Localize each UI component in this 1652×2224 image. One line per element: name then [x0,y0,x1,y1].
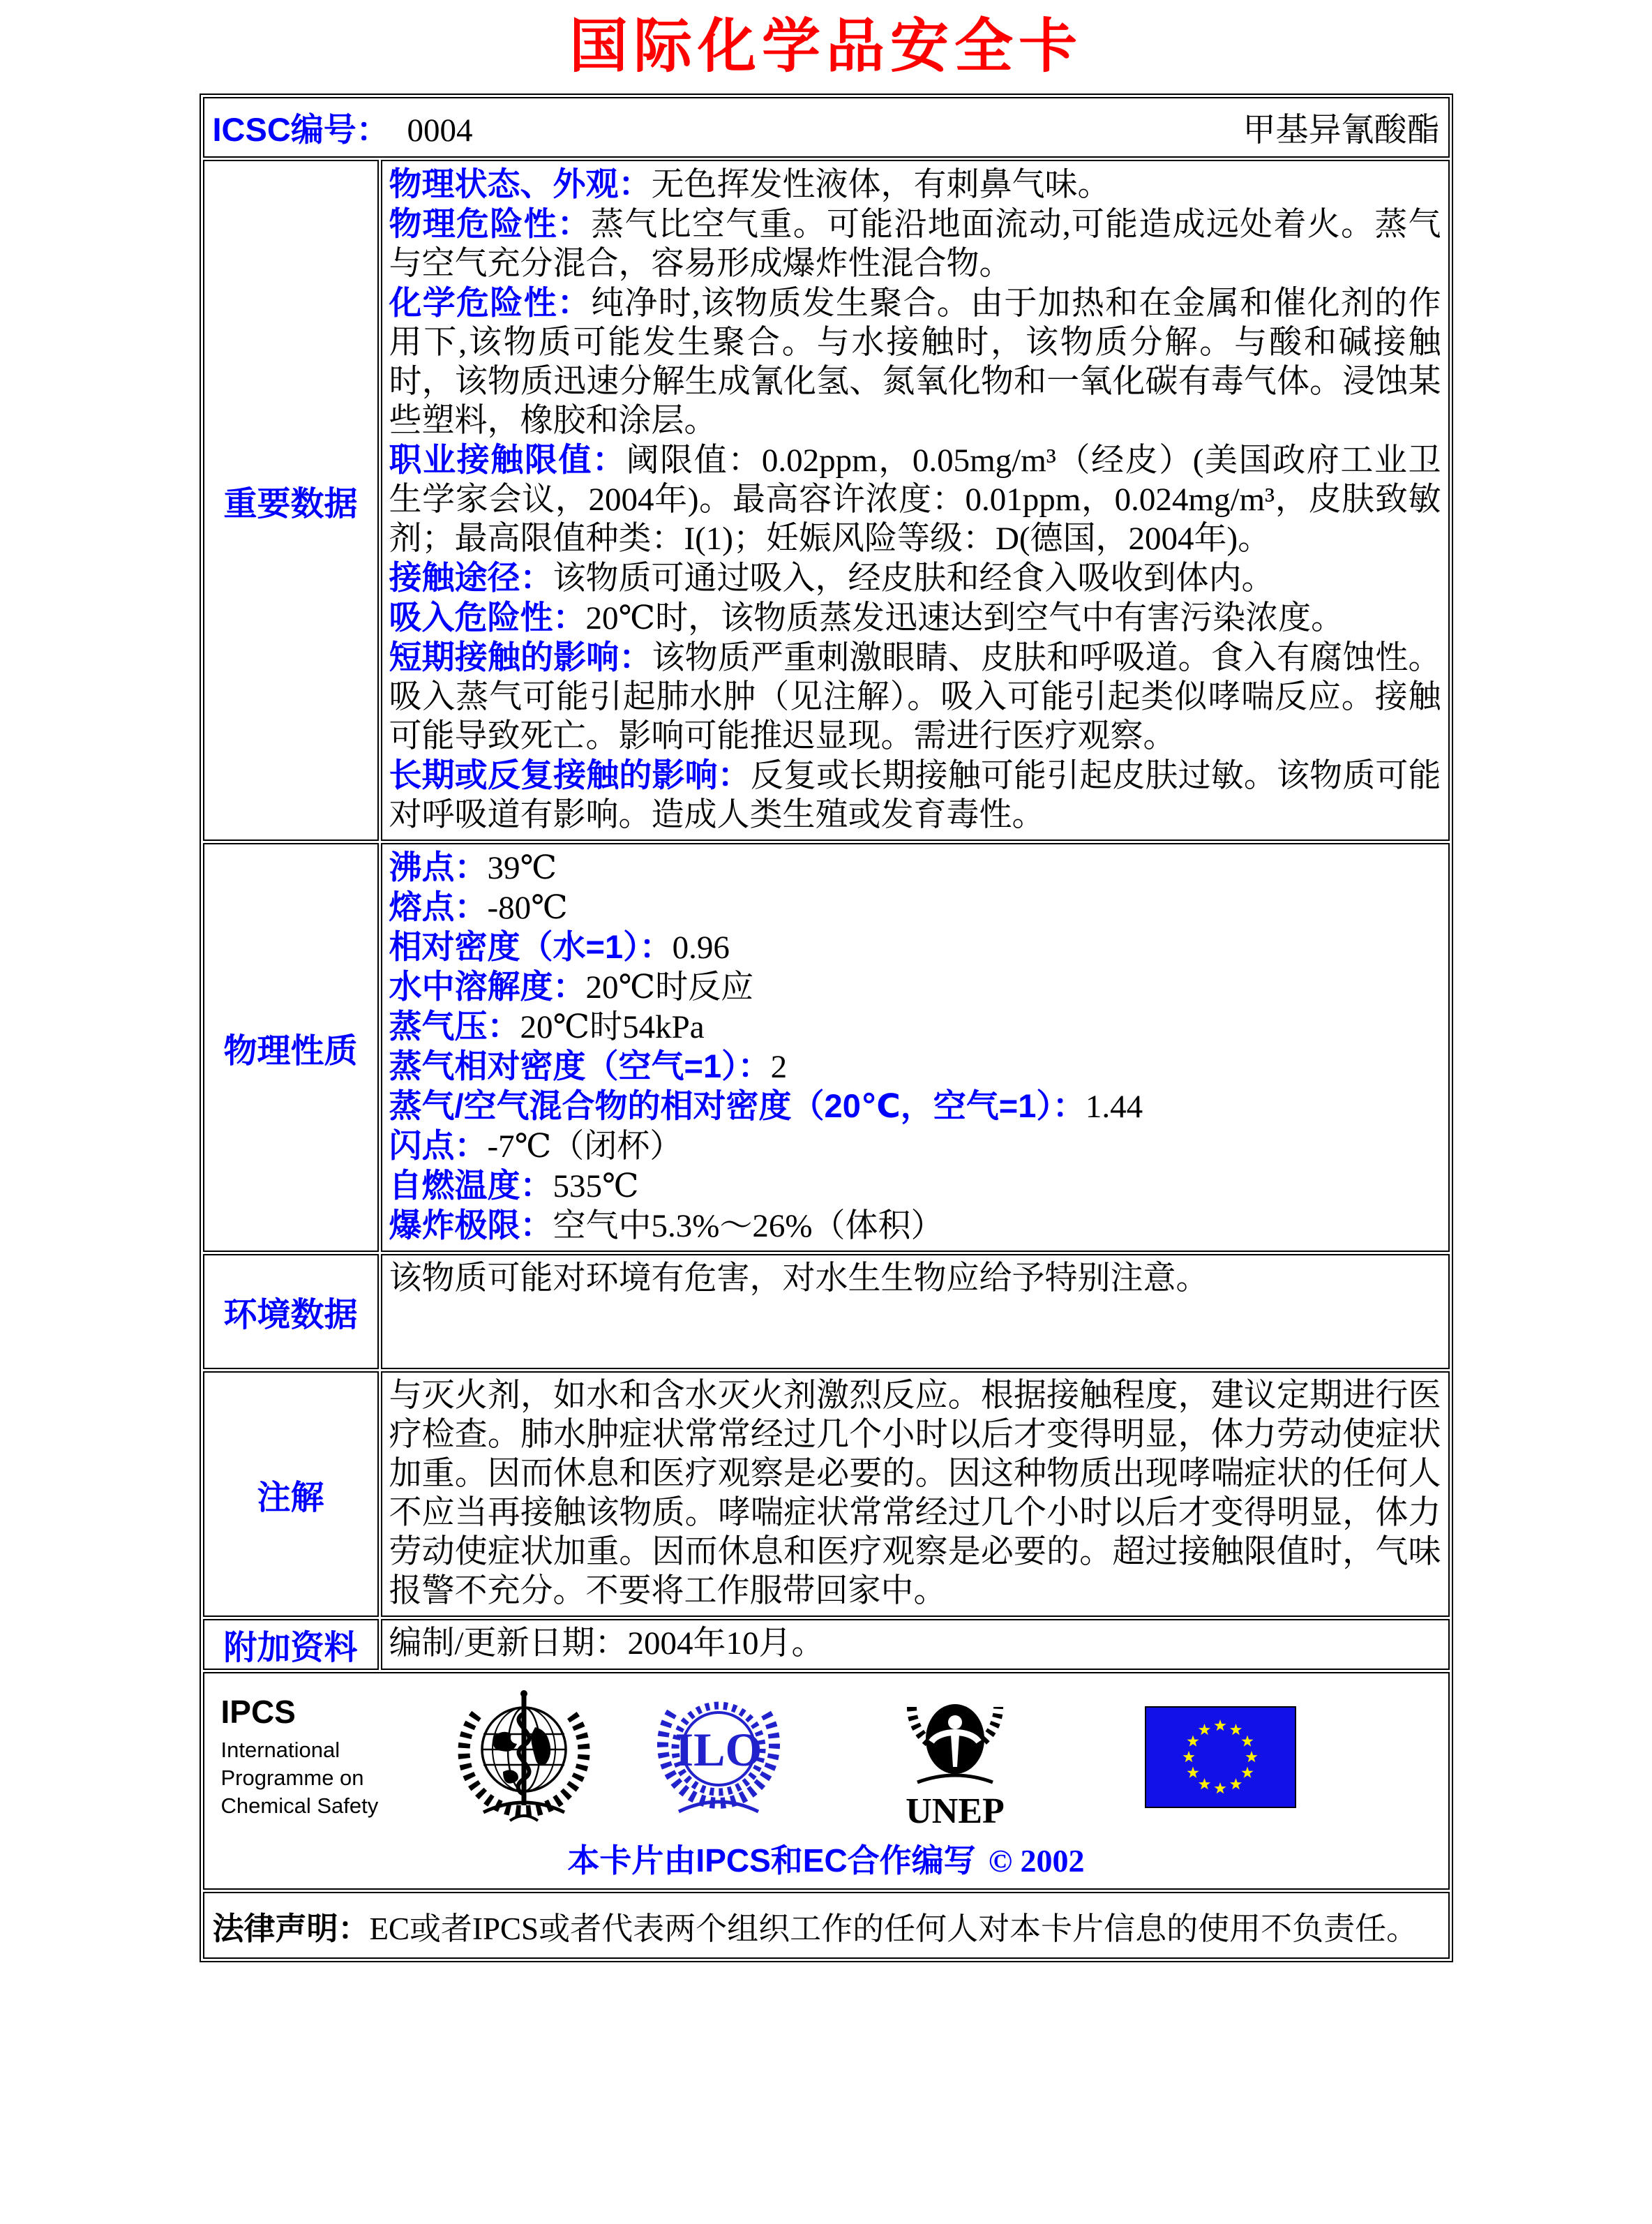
substance-name: 甲基异氰酸酯 [1242,112,1440,149]
item-text: -7℃（闭杯） [487,1128,683,1165]
item-text: 39℃ [487,850,557,887]
physical-item [389,927,1441,967]
caption-text: 本卡片由IPCS和EC合作编写 [567,1842,976,1879]
important-data-row [203,160,1450,841]
item-text: 无色挥发性液体，有刺鼻气味。 [651,167,1111,204]
additional-info-content [381,1619,1450,1670]
important-item [389,204,1441,283]
notes-text: 与灭火剂，如水和含水灭火剂激烈反应。根据接触程度，建议定期进行医疗检查。肺水肿症状常常经过几个小时以后才变得明显，体力劳动使症状加重。因而休息和医疗观察是必要的。因这种物质出现哮喘症状的任何人不应当再接触该物质。哮喘症状常常经过几个小时以后才变得明显，体力劳动使症状加重。因而休息和医疗观察是必要的。超过接触限值时，气味报警不充分。不要将工作服带回家中。 [389,1378,1441,1610]
item-label: 沸点： [389,849,488,886]
who-logo-icon [457,1688,591,1826]
important-item [389,165,1441,204]
physical-item [389,1166,1441,1206]
page-title: 国际化学品安全卡 [569,15,1083,80]
item-label: 相对密度（水=1）： [389,928,673,966]
item-text: 20℃时，该物质蒸发迅速达到空气中有害污染浓度。 [585,600,1344,637]
header-cell [203,97,1450,158]
item-text: 该物质严重刺激眼睛、皮肤和呼吸道。食入有腐蚀性。吸入蒸气可能引起肺水肿（见注解）。吸入可能引起类似哮喘反应。接触可能导致死亡。影响可能推迟显现。需进行医疗观察。 [389,640,1441,755]
section-label-important-data: 重要数据 [203,160,379,841]
item-label: 蒸气/空气混合物的相对密度（20℃，空气=1）： [389,1087,1086,1125]
item-text: 1.44 [1085,1089,1143,1126]
header-row [203,97,1450,158]
unep-logo-icon [899,1686,1011,1828]
ipcs-subtitle-line: International [220,1738,340,1763]
item-text: 纯净时,该物质发生聚合。由于加热和在金属和催化剂的作用下,该物质可能发生聚合。与水接触时，该物质分解。与酸和碱接触时，该物质迅速分解生成氰化氢、氮氧化物和一氧化碳有毒气体。浸蚀某些塑料，橡胶和涂层。 [389,285,1441,440]
physical-item [389,848,1441,888]
item-text: 20℃时54kPa [520,1009,705,1046]
additional-info-text: 编制/更新日期：2004年10月。 [389,1625,825,1662]
icsc-number-label: ICSC编号： [212,111,389,149]
physical-item [389,1206,1441,1246]
logos-cell [203,1672,1450,1890]
ilo-logo-icon [655,1685,782,1830]
environmental-data-row [203,1254,1450,1369]
notes-content [381,1371,1450,1617]
item-text: 空气中5.3%～26%（体积） [553,1208,944,1245]
unep-wordmark: UNEP [905,1791,1005,1829]
item-label: 蒸气压： [389,1008,520,1045]
item-label: 物理危险性： [389,205,592,243]
item-label: 物理状态、外观： [389,165,652,203]
physical-item [389,967,1441,1007]
ilo-letters: ILO [675,1723,762,1777]
important-item [389,440,1441,558]
item-text: 阈限值：0.02ppm，0.05mg/m³（经皮）(美国政府工业卫生学家会议，2004年)。最高容许浓度：0.01ppm，0.024mg/m³，皮肤致敏剂；最高限值种类：I(1)；妊娠风险等级：D(德国，2004年)。 [389,442,1441,558]
section-label-notes: 注解 [203,1371,379,1617]
logos-row [203,1672,1450,1890]
physical-properties-row [203,843,1450,1252]
item-label: 化学危险性： [389,284,592,322]
logo-strip [211,1683,1441,1831]
legal-cell [203,1892,1450,1959]
important-data-content [381,160,1450,841]
physical-item [389,1126,1441,1166]
section-label-environmental-data: 环境数据 [203,1254,379,1369]
item-text: 2 [770,1049,788,1086]
legal-label: 法律声明： [212,1910,370,1946]
item-label: 长期或反复接触的影响： [389,756,751,794]
item-label: 熔点： [389,888,488,926]
ipcs-subtitle-line: Chemical Safety [220,1793,379,1819]
eu-flag-icon [1145,1706,1296,1808]
item-text: 该物质可通过吸入，经皮肤和经食入吸收到体内。 [553,560,1275,597]
item-label: 爆炸极限： [389,1207,553,1244]
item-label: 短期接触的影响： [389,639,652,676]
important-item [389,598,1441,638]
important-item [389,283,1441,440]
physical-item [389,888,1441,927]
legal-text: EC或者IPCS或者代表两个组织工作的任何人对本卡片信息的使用不负责任。 [369,1911,1418,1946]
item-text: 535℃ [553,1168,639,1205]
section-label-additional-info: 附加资料 [203,1619,379,1670]
item-label: 蒸气相对密度（空气=1）： [389,1047,771,1085]
item-text: 0.96 [672,930,730,967]
item-label: 接触途径： [389,559,553,597]
additional-info-row [203,1619,1450,1670]
copyright-text: © 2002 [988,1843,1085,1879]
environmental-data-content [381,1254,1450,1369]
item-label: 自燃温度： [389,1167,553,1204]
item-label: 吸入危险性： [389,599,586,636]
physical-properties-content [381,843,1450,1252]
section-label-physical-properties: 物理性质 [203,843,379,1252]
physical-item [389,1047,1441,1087]
item-label: 闪点： [389,1127,488,1165]
item-label: 水中溶解度： [389,968,586,1006]
icsc-card-table [200,94,1453,1962]
physical-item [389,1007,1441,1047]
item-label: 职业接触限值： [389,441,626,479]
important-item [389,756,1441,835]
ipcs-text-block [221,1694,411,1821]
item-text: 蒸气比空气重。可能沿地面流动,可能造成远处着火。蒸气与空气充分混合，容易形成爆炸性混合物。 [389,207,1441,283]
ipcs-title: IPCS [220,1693,296,1730]
environmental-text: 该物质可能对环境有危害，对水生生物应给予特别注意。 [389,1260,1209,1297]
icsc-number-value: 0004 [407,112,473,149]
item-text: -80℃ [487,890,568,927]
footer-caption [211,1835,1441,1881]
notes-row [203,1371,1450,1617]
item-text: 反复或长期接触可能引起皮肤过敏。该物质可能对呼吸道有影响。造成人类生殖或发育毒性。 [389,758,1441,834]
item-text: 20℃时反应 [585,969,754,1006]
ipcs-subtitle-line: Programme on [220,1766,364,1791]
legal-row [203,1892,1450,1959]
important-item [389,558,1441,598]
important-item [389,638,1441,756]
physical-item [389,1087,1441,1126]
